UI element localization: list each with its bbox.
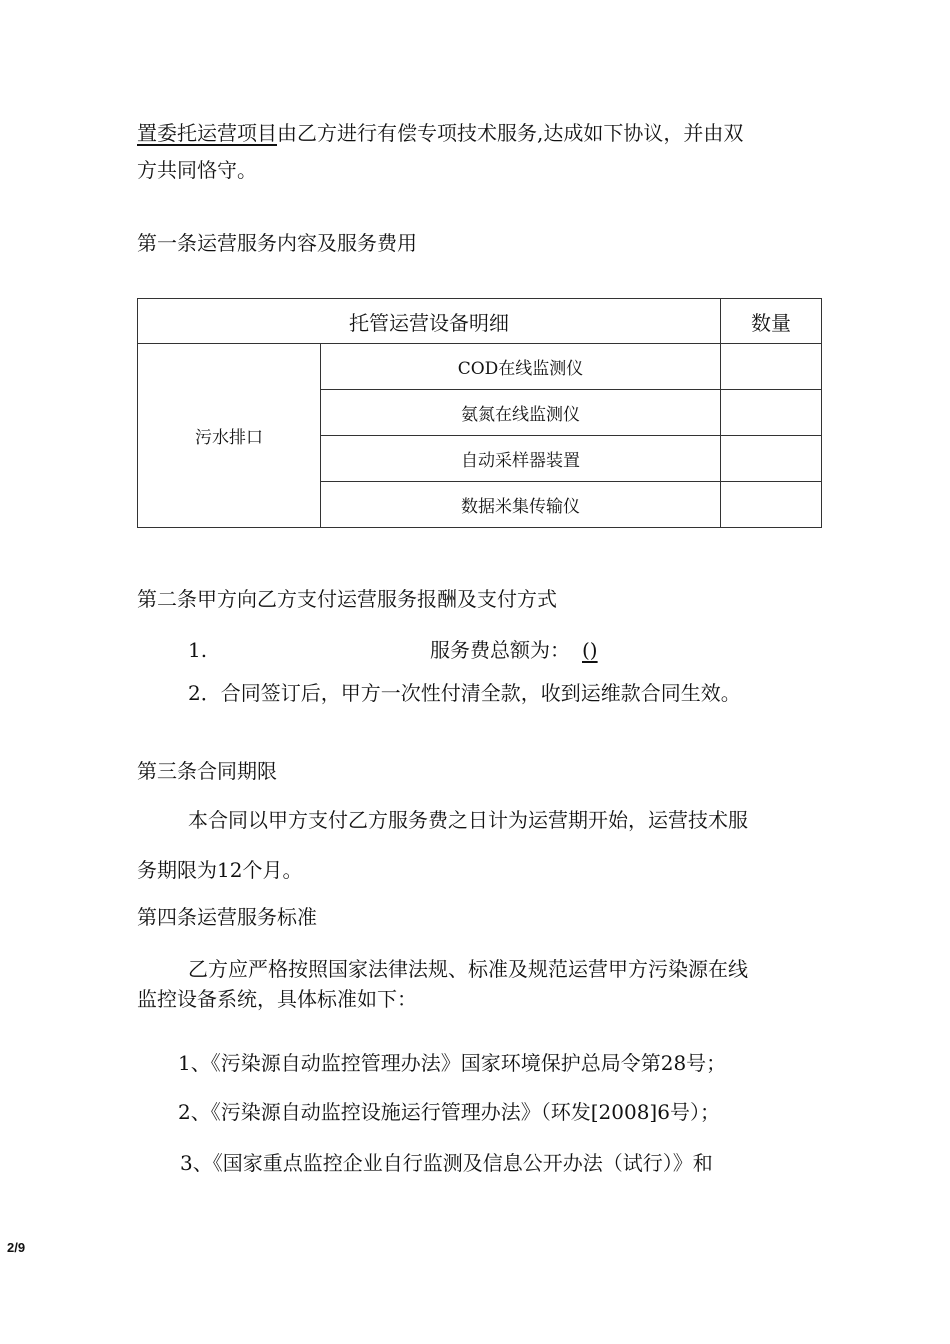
article-4-title: 第四条运营服务标准 <box>137 905 317 929</box>
payment-item-1-number: 1. <box>188 638 208 662</box>
quantity-cell <box>721 436 822 482</box>
article-4-line-2: 监控设备系统，具体标准如下： <box>137 987 417 1011</box>
quantity-cell <box>721 390 822 436</box>
table-row <box>138 344 822 390</box>
quantity-cell <box>721 482 822 528</box>
article-2-title: 第二条甲方向乙方支付运营服务报酬及支付方式 <box>137 587 557 611</box>
intro-text: 由乙方进行有偿专项技术服务,达成如下协议，并由双 <box>277 121 744 145</box>
article-1-title: 第一条运营服务内容及服务费用 <box>137 231 417 255</box>
article-4-line-1: 乙方应严格按照国家法律法规、标准及规范运营甲方污染源在线 <box>188 957 748 981</box>
quantity-cell <box>721 344 822 390</box>
page-number: 2/9 <box>7 1240 26 1255</box>
payment-total-label: 服务费总额为： <box>430 638 570 662</box>
payment-total-value: () <box>582 638 598 662</box>
header-equipment-details: 托管运营设备明细 <box>138 299 721 344</box>
standard-item-3: 3、《国家重点监控企业自行监测及信息公开办法（试行）》和 <box>180 1151 713 1175</box>
standard-item-1: 1、《污染源自动监控管理办法》国家环境保护总局令第28号； <box>178 1051 727 1075</box>
article-3-title: 第三条合同期限 <box>137 759 277 783</box>
payment-item-1 <box>430 637 610 663</box>
header-quantity: 数量 <box>721 299 822 344</box>
group-cell-sewage-outlet: 污水排口 <box>138 344 321 528</box>
payment-item-2: 2．合同签订后，甲方一次性付清全款，收到运维款合同生效。 <box>188 681 741 705</box>
table-header-row <box>138 299 822 344</box>
article-3-line-2: 务期限为12个月。 <box>137 858 303 882</box>
standard-item-2: 2、《污染源自动监控设施运行管理办法》（环发[2008]6号）； <box>178 1100 720 1124</box>
equipment-name-cell: 数据米集传输仪 <box>321 482 721 528</box>
equipment-name-cell: COD在线监测仪 <box>321 344 721 390</box>
article-3-line-1: 本合同以甲方支付乙方服务费之日计为运营期开始，运营技术服 <box>188 808 748 832</box>
equipment-name-cell: 氨氮在线监测仪 <box>321 390 721 436</box>
equipment-table <box>137 298 822 528</box>
intro-underlined-text: 置委托运营项目 <box>137 121 277 145</box>
intro-line-1 <box>137 120 743 146</box>
equipment-name-cell: 自动采样器装置 <box>321 436 721 482</box>
intro-line-2: 方共同恪守。 <box>137 158 257 182</box>
